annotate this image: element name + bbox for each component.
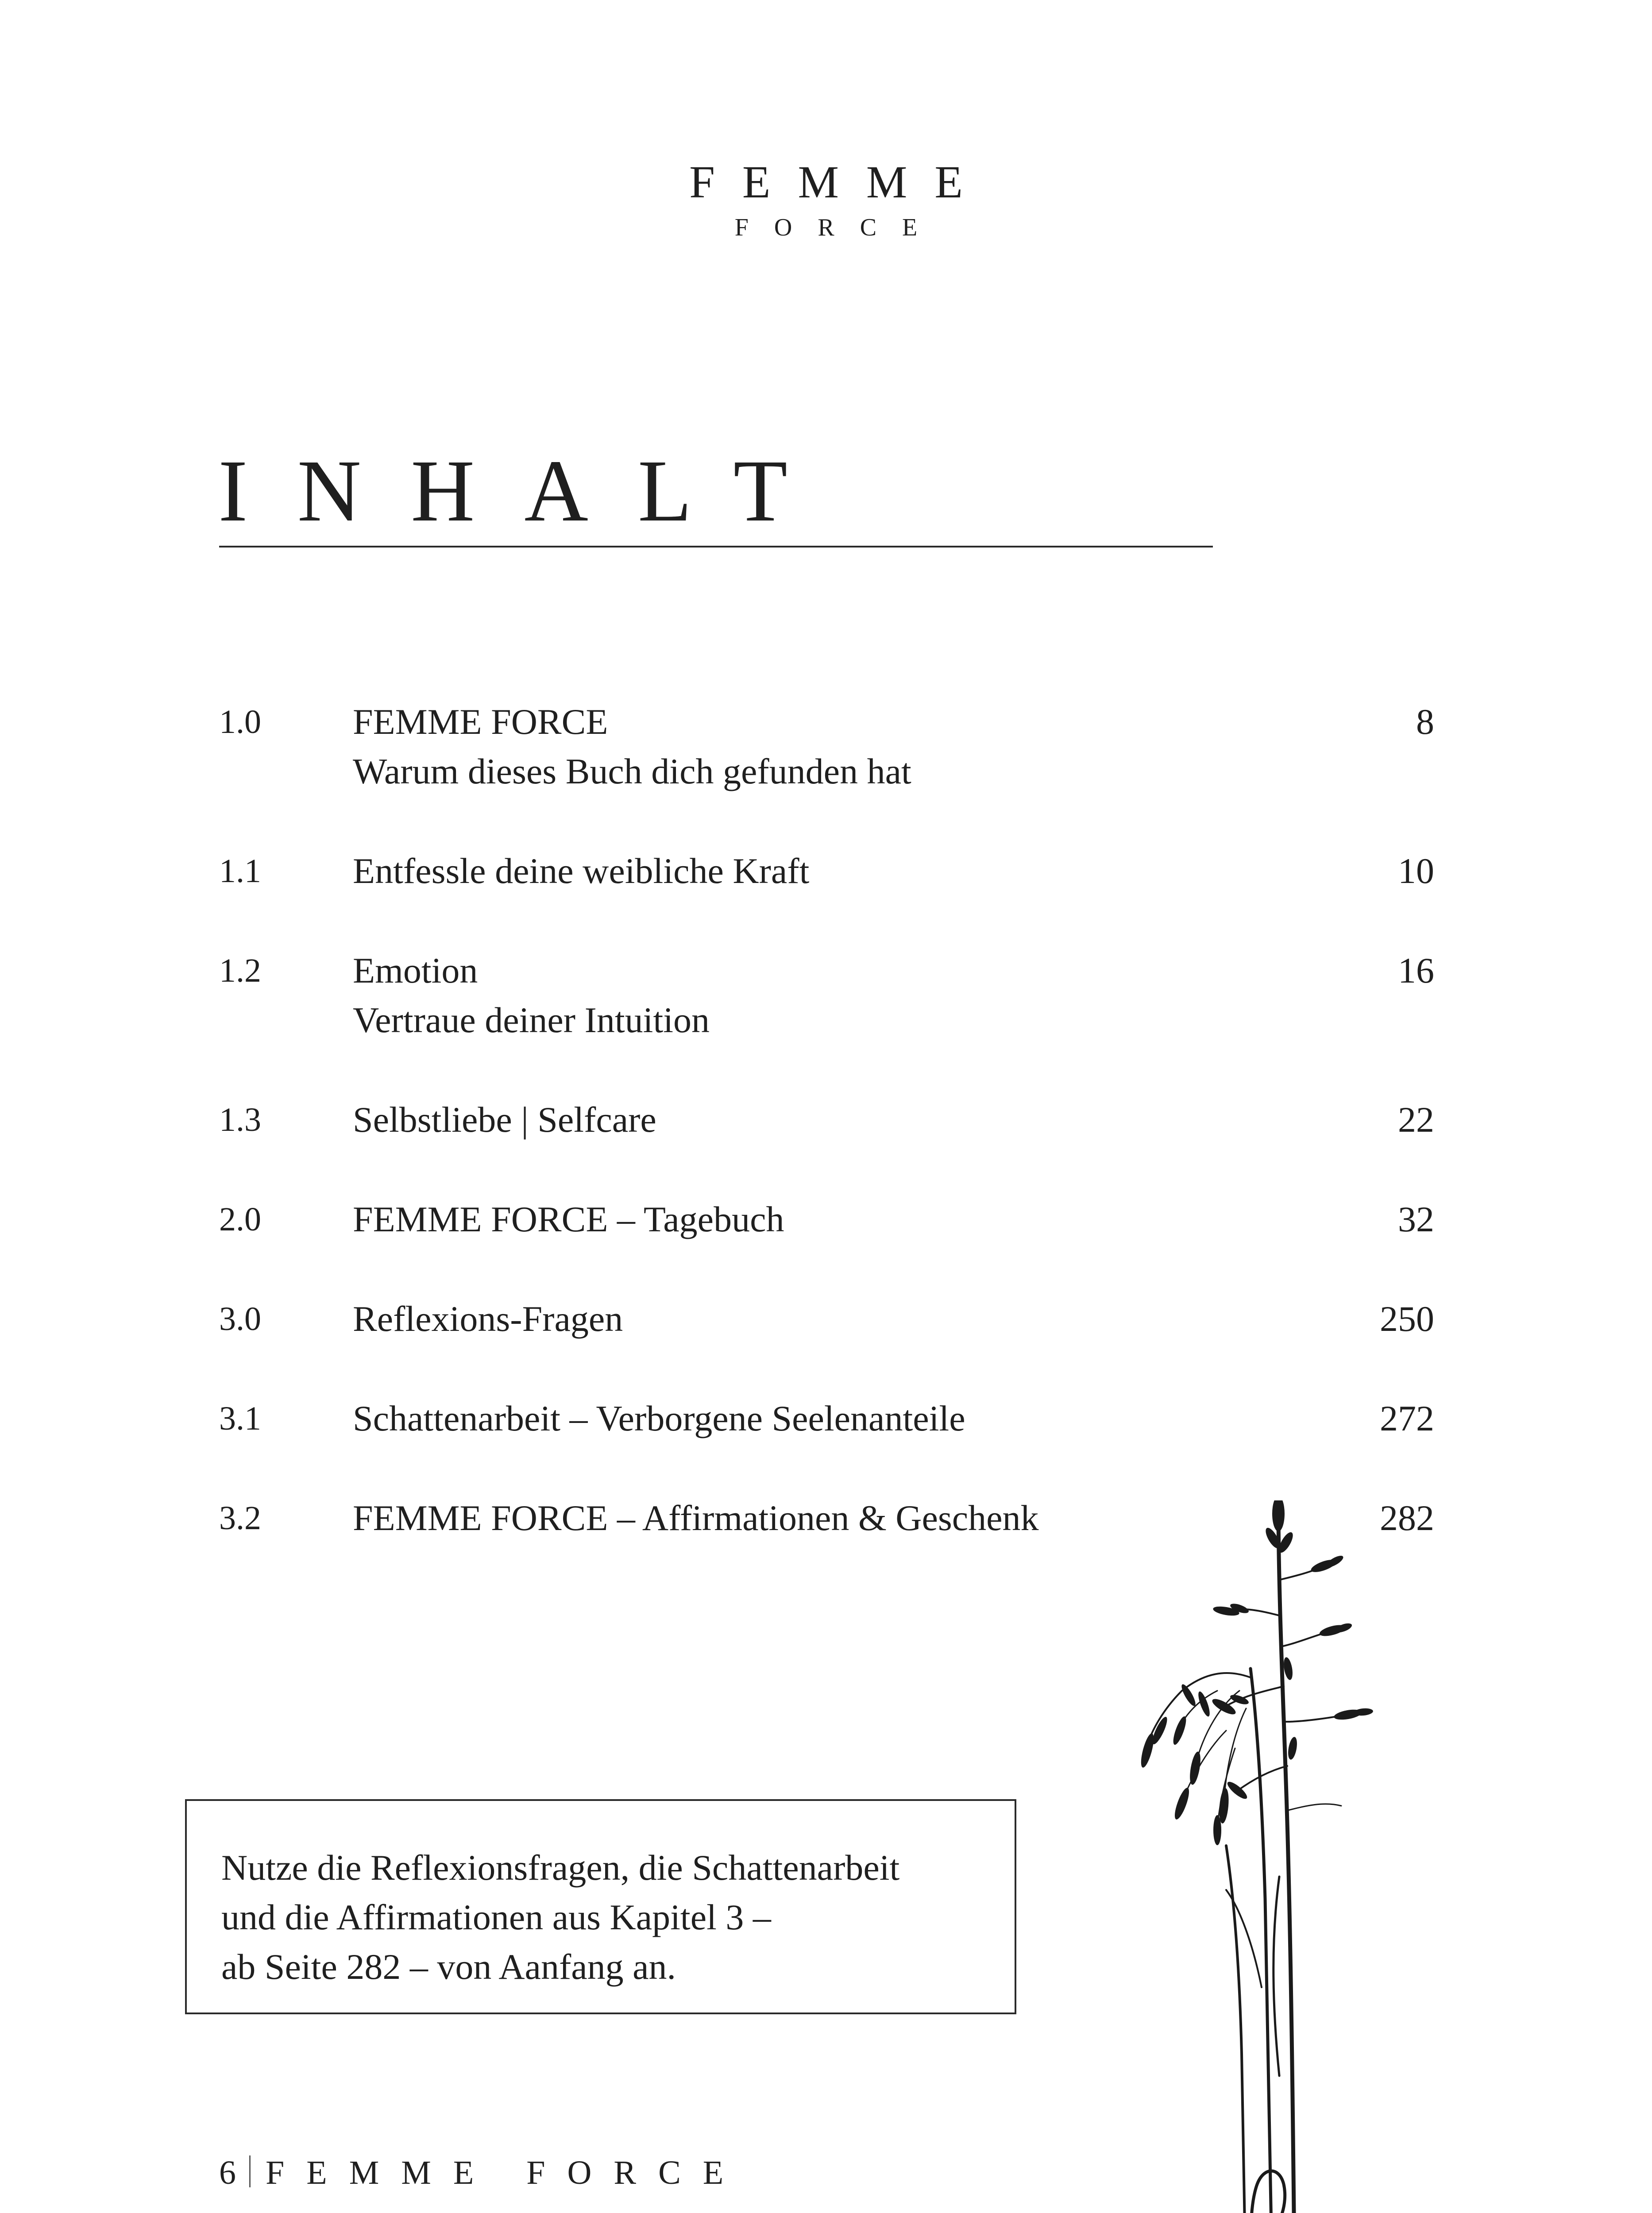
note-line: Nutze die Reflexionsfragen, die Schattenarbeit <box>221 1847 900 1888</box>
toc-entry-page: 272 <box>1380 1398 1434 1438</box>
toc-entry-subtitle: Vertraue deiner Intuition <box>353 1000 710 1040</box>
page-footer <box>219 2155 745 2190</box>
note-line: ab Seite 282 – von Aanfang an. <box>221 1947 676 1987</box>
toc-entry-page: 32 <box>1398 1199 1434 1239</box>
toc-entry-number: 3.1 <box>219 1400 261 1437</box>
toc-entry-page: 10 <box>1398 851 1434 891</box>
toc-entry-title: FEMME FORCE – Affirmationen & Geschenk <box>353 1498 1039 1538</box>
footer-brand: FEMME FORCE <box>266 2154 746 2191</box>
logo-sub-text: FORCE <box>734 214 943 241</box>
brand-logo <box>0 159 1652 240</box>
toc-entry-page: 16 <box>1398 950 1434 991</box>
toc-entry[interactable] <box>219 1095 1434 1145</box>
toc-entry-title: Emotion <box>353 950 478 991</box>
footer-divider <box>249 2155 251 2187</box>
toc-entry-subtitle: Warum dieses Buch dich gefunden hat <box>353 751 911 791</box>
toc-entry-page: 22 <box>1398 1099 1434 1140</box>
toc-entry[interactable] <box>219 846 1434 896</box>
page-title: INHALT <box>218 442 837 540</box>
logo-main-text: FEMME <box>689 157 990 208</box>
toc-entry-number: 1.2 <box>219 952 261 989</box>
grass-illustration <box>1093 1500 1430 2213</box>
toc-entry-number: 2.0 <box>219 1201 261 1238</box>
toc-entry-title: Reflexions-Fragen <box>353 1299 623 1339</box>
toc-entry[interactable] <box>219 1195 1434 1244</box>
title-divider <box>219 546 1213 547</box>
toc-entry-title: FEMME FORCE <box>353 702 608 742</box>
toc-entry-number: 1.3 <box>219 1101 261 1138</box>
page-number: 6 <box>219 2154 236 2191</box>
toc-entry-page: 8 <box>1416 702 1434 742</box>
toc-entry-title: FEMME FORCE – Tagebuch <box>353 1199 784 1239</box>
toc-entry-number: 3.2 <box>219 1500 261 1537</box>
toc-entry-number: 1.1 <box>219 852 261 890</box>
toc-entry-number: 3.0 <box>219 1300 261 1338</box>
toc-entry-title: Selbstliebe | Selfcare <box>353 1099 656 1140</box>
toc-entry-page: 282 <box>1380 1498 1434 1538</box>
toc-entry[interactable] <box>219 1394 1434 1443</box>
toc-entry[interactable] <box>219 697 1434 796</box>
toc-entry-title: Schattenarbeit – Verborgene Seelenanteile <box>353 1398 965 1438</box>
note-box <box>185 1799 1016 2014</box>
toc-entry-page: 250 <box>1380 1299 1434 1339</box>
toc-entry[interactable] <box>219 946 1434 1045</box>
toc-entry-number: 1.0 <box>219 703 261 740</box>
toc-entry[interactable] <box>219 1294 1434 1344</box>
toc-entry-title: Entfessle deine weibliche Kraft <box>353 851 810 891</box>
note-line: und die Affirmationen aus Kapitel 3 – <box>221 1897 771 1937</box>
table-of-contents <box>219 697 1434 1543</box>
